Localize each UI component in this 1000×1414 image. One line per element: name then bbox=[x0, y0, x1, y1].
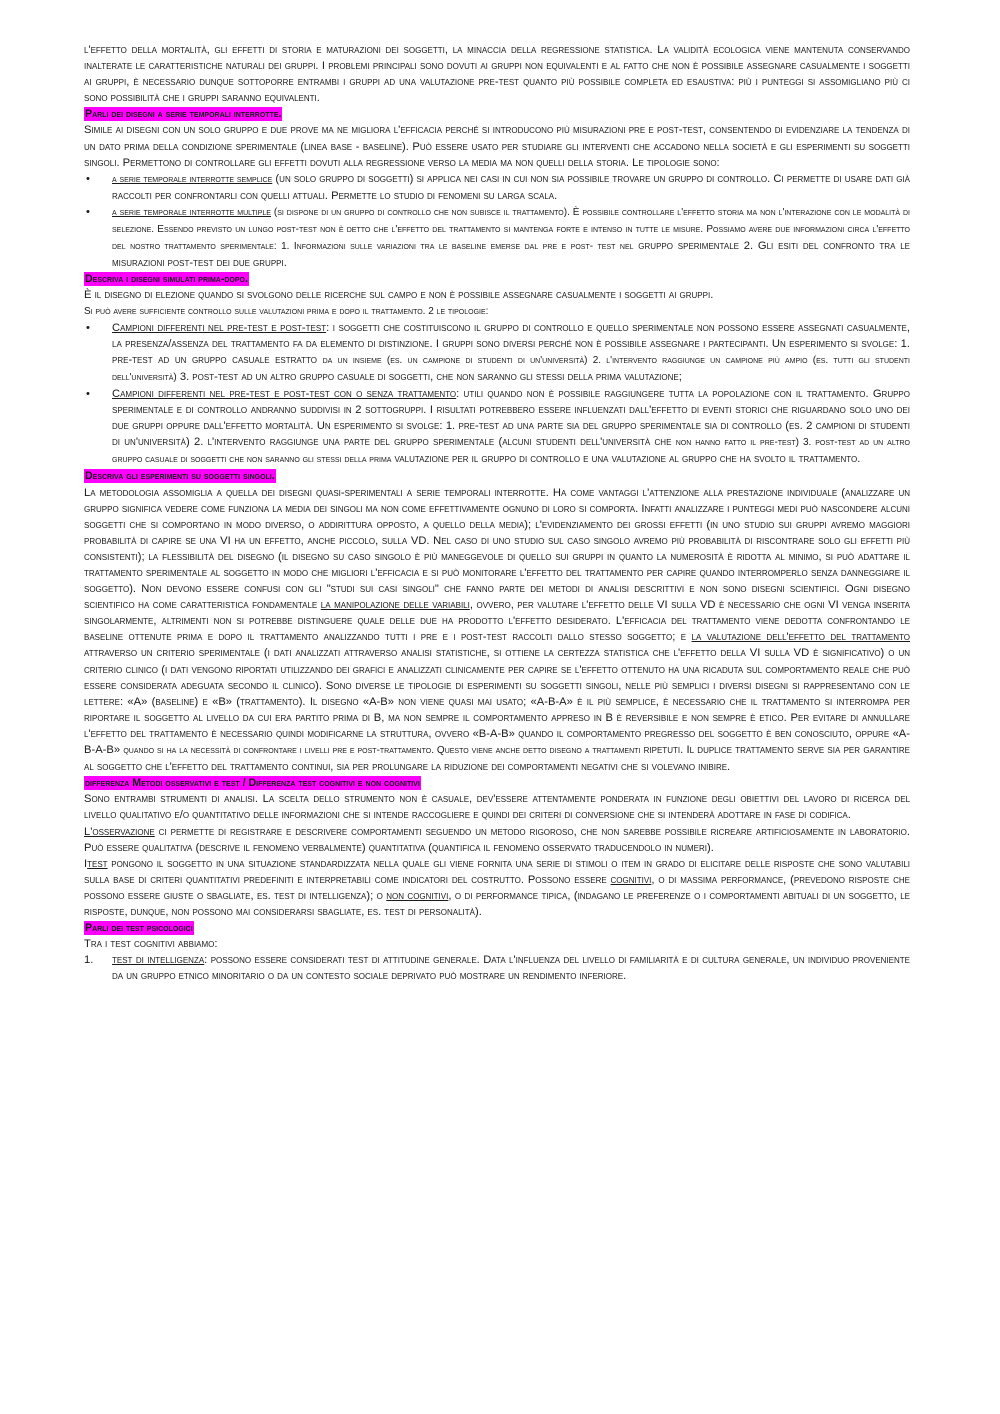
psico-list bbox=[84, 952, 910, 984]
serie-item-multiple-text-b: l'effetto del nostro trattamento sperimentale: 1. Informazioni sulle variazioni tra le baseline emerse dal pre e post- test nel bbox=[112, 224, 910, 253]
singoli-text-c: attraverso un criterio sperimentale (i dati analizzati attraverso analisi statistiche, si ottiene la certezza statistica che l'effetto della VI sulla VD è significativo) o un criterio clinico (i dati vengono riportati utilizzando dei grafici e analizzati clinicamente per capire se l'effetto ottenuto ha una ricaduta sul comportamento reale che può essere considerata adeguata secondo il clinico). Sono diverse le tipologie di esperimenti su soggetti singoli, nelle più semplici i diversi disegni si rappresentano con le lettere: «A» (baseline) e «B» (trattamento). Il disegno «A-B» non viene quasi mai usato; «A-B-A» è il più semplice, è necessario che il trattamento si interrompa per riportare il soggetto al livello da cui era partito prima di B, ma non sempre il comportamento appreso in B è reversibile e non sempre è etico. Per evitare di annullare l'effetto del trattamento è necessario quindi modificarne la struttura, ovvero «B-A-B» quando il comportamento pregresso del soggetto è ben conosciuto, oppure «A-B-A-B» bbox=[84, 647, 910, 757]
psico-item-number: 1. bbox=[84, 954, 94, 967]
osservazione-paragraph bbox=[84, 824, 910, 856]
serie-item-multiple-text-a: (si dispone di un gruppo di controllo che non subisce il trattamento). È possibile controllare l'effetto storia ma non l'interazione con le modalità di selezione. Essendo previsto un lungo post-test non è detto che l'effetto del trattamento si mantenga forte e intenso in tutte le misure. Possiamo avere due informazioni circa bbox=[112, 206, 910, 236]
singoli-term-valutazione: la valutazione dell'effetto del trattamento bbox=[691, 631, 910, 644]
metodi-paragraph: Sono entrambi strumenti di analisi. La scelta dello strumento non è casuale, dev'essere attentamente ponderata in funzione degli obiettivi del lavoro di ricerca del livello qualitativo e/o quantitativo delle informazioni che si intende raccogliere e quindi dei criteri di conversione che si intenderà adottare in fase di codifica. bbox=[84, 793, 910, 822]
heading-metodi-osservativi: differenza Metodi osservativi e test / Differenza test cognitivi e non cognitivi bbox=[85, 777, 420, 790]
simulati-item-1-text-c: 3. post-test ad un altro gruppo casuale di soggetti, che non saranno gli stessi della prima valutazione; bbox=[176, 370, 682, 383]
simulati-paragraph-a: È il disegno di elezione quando si svolgono delle ricerche sul campo e non è possibile assegnare casualmente i soggetti ai gruppi. bbox=[84, 289, 714, 302]
osservazione-text: ci permette di registrare e descrivere comportamenti seguendo un metodo rigoroso, che non sarebbe possibile ricreare artificiosamente in laboratorio. Può essere qualitativa (descrive il fenomeno verbalmente) quantitativa (quantifica il fenomeno osservato traducendolo in numeri). bbox=[84, 825, 910, 854]
singoli-paragraph bbox=[84, 485, 910, 776]
singoli-term-manipolazione: la manipolazione delle variabili bbox=[320, 599, 470, 612]
serie-paragraph: Simile ai disegni con un solo gruppo e due prove ma ne migliora l'efficacia perché si introducono più misurazioni pre e post-test, consentendo di evidenziare la tendenza di un dato prima della condizione sperimentale (linea base - baseline). Può essere usato per studiare gli interventi che accadono nella società e gli esperimenti su soggetti singoli. Permettono di controllare gli effetti dovuti alla regressione verso la media ma non quelli della storia. Le tipologie sono: bbox=[84, 124, 910, 169]
test-initial: I bbox=[84, 857, 88, 870]
singoli-text-d: quando si ha la necessità di confrontare i livelli pre e post-trattamento. Questo viene anche detto disegno a trattamenti bbox=[123, 745, 641, 757]
serie-item-multiple bbox=[84, 204, 910, 271]
psico-item-text: : possono essere considerati test di attitudine generale. Data l'influenza del livello di familiarità e di cultura generale, un individuo proveniente da un gruppo etnico minoritario o da un contesto sociale deprivato può mostrare un rendimento inferiore. bbox=[112, 954, 910, 983]
simulati-list bbox=[84, 320, 910, 469]
singoli-text-e: ripetuti. Il duplice trattamento serve sia per garantire al soggetto che l'effetto del trattamento continui, sia per prolungare la riduzione dei comportamenti negativi che si volevano inibire. bbox=[84, 744, 910, 774]
test-text-b: , o di massima performance, (prevedono risposte che possono essere giuste o sbagliate, es. test di intelligenza); o bbox=[84, 873, 910, 902]
serie-item-semplice bbox=[84, 171, 910, 204]
simulati-item-1-text-b: da un insieme (es. un campione di studenti di un'università) 2. l'intervento raggiunge un campione più ampio (es. tutti gli studenti dell'università) bbox=[112, 354, 910, 383]
psico-item-term: test di intelligenza bbox=[112, 954, 205, 967]
simulati-item-pretest-posttest bbox=[84, 320, 910, 386]
serie-list bbox=[84, 171, 910, 272]
serie-item-multiple-term: a serie temporale interrotte multiple bbox=[112, 206, 271, 218]
simulati-paragraph-b: Si può avere sufficiente controllo sulle valutazioni prima e dopo il trattamento. 2 le tipologie: bbox=[84, 305, 489, 317]
test-term: test bbox=[87, 857, 108, 870]
heading-serie-temporali: Parli dei disegni a serie temporali interrotte. bbox=[85, 108, 282, 121]
serie-item-multiple-text-c: gruppo sperimentale 2. Gli esiti del confronto tra le misurazioni post-test dei due gruppi. bbox=[112, 240, 910, 270]
singoli-text-a: La metodologia assomiglia a quella dei disegni quasi-sperimentali a serie temporali interrotte. Ha come vantaggi l'attenzione alla prestazione individuale (analizzare un gruppo significa vedere come funziona la media dei singoli ma non come effettivamente ognuno di loro si comporta. Infatti analizzare i punteggi medi può nascondere alcuni soggetti che si comportano in modo diverso, o addirittura opposto, a quello della media); l'evidenziamento dei grossi effetti (in uno studio sui gruppi avremo maggiori probabilità di capire se una VI ha un effetto, anche piccolo, sulla VD. Nel caso di uno studio sul caso singolo avremo più probabilità di riscontrare solo gli effetti più consistenti); la flessibilità del disegno (il disegno su caso singolo è più maneggevole di quello sui gruppi in quanto la numerosità è ridotta al minimo, si può adattare il trattamento sperimentale al soggetto in modo che migliori l'efficacia e si può monitorare l'effetto del trattamento per capire quando interromperlo senza danneggiare il soggetto). Non devono essere confusi con gli "studi sui casi singoli" che fanno parte dei metodi di analisi descrittivi e non sono disegni scientifici. Ogni disegno scientifico ha come caratteristica fondamentale bbox=[84, 486, 910, 612]
heading-soggetti-singoli: Descriva gli esperimenti su soggetti singoli. bbox=[85, 470, 275, 483]
simulati-item-1-term: Campioni differenti nel pre-test e post-test bbox=[112, 321, 327, 334]
simulati-item-con-senza-trattamento bbox=[84, 386, 910, 468]
test-text-c: , o di performance tipica, (indagano le preferenze o i comportamenti abituali di un soggetto, le risposte, dunque, non possono mai considerarsi sbagliate, es. test di personalità). bbox=[84, 889, 911, 918]
simulati-item-1-text-a: : i soggetti che costituiscono il gruppo di controllo e quello sperimentale non possono essere assegnati casualmente, la presenza/assenza del trattamento fa da elemento di distinzione. I gruppi sono diversi perché non è possibile assegnare i partecipanti. Un esperimento si svolge: 1. pre-test ad un gruppo casuale estratto bbox=[112, 321, 910, 366]
test-term-non-cognitivi: non cognitivi bbox=[386, 889, 449, 902]
serie-item-semplice-term: a serie temporale interrotte semplice bbox=[112, 173, 273, 185]
psico-paragraph: Tra i test cognitivi abbiamo: bbox=[84, 938, 218, 951]
test-term-cognitivi: cognitivi bbox=[610, 873, 652, 886]
document-page bbox=[84, 42, 910, 984]
simulati-item-2-text-b: non hanno fatto il pre-test) 3. post-test ad un altro gruppo casuale di soggetti che non saranno gli stessi della prima bbox=[112, 437, 910, 466]
simulati-item-2-term: Campioni differenti nel pre-test e post-test con o senza trattamento bbox=[112, 387, 457, 400]
test-text-a: pongono il soggetto in una situazione standardizzata nella quale gli viene fornita una serie di stimoli o item in grado di elicitare delle risposte che sono valutabili sulla base di criteri quantitativi predefiniti e interpretabili come indicatori del costrutto. Possono essere bbox=[84, 857, 910, 886]
osservazione-term: L'osservazione bbox=[84, 825, 155, 838]
test-paragraph bbox=[84, 856, 910, 920]
simulati-item-2-text-c: valutazione per il gruppo di controllo e una valutazione al gruppo che ha svolto il trattamento. bbox=[391, 453, 861, 466]
serie-item-semplice-text: (un solo gruppo di soggetti) si applica nei casi in cui non sia possibile trovare un gruppo di controllo. Ci permette di usare dati già raccolti per confrontarli con quelli attuali. Permette lo studio di fenomeni su larga scala. bbox=[112, 172, 910, 202]
intro-paragraph: l'effetto della mortalità, gli effetti di storia e maturazioni dei soggetti, la minaccia della regressione statistica. La validità ecologica viene mantenuta conservando inalterate le caratteristiche naturali dei gruppi. I problemi principali sono dovuti ai gruppi non equivalenti e al fatto che non è possibile assegnare casualmente i soggetti ai gruppi, è necessario dunque sottoporre entrambi i gruppi ad una valutazione pre-test quanto più possibile completa ed esaustiva: più i punteggi si assomigliano più ci sono possibilità che i gruppi saranno equivalenti. bbox=[84, 44, 910, 105]
singoli-text-b: , ovvero, per valutare l'effetto delle VI sulla VD è necessario che ogni VI venga inserita singolarmente, altrimenti non si potrebbe distinguere quale delle due ha prodotto l'effetto desiderato. L'efficacia del trattamento viene dedotta confrontando le baseline ottenute prima e dopo il trattamento analizzando tutti i pre e i post-test raccolti dallo stesso soggetto; e bbox=[84, 599, 910, 644]
simulati-item-2-text-a: : utili quando non è possibile raggiungere tutta la popolazione con il trattamento. Gruppo sperimentale e di controllo andranno suddivisi in 2 sottogruppi. I risultati potrebbero essere influenzati dall'effetto di eventi storici che riguardano solo uno dei due gruppi oppure dall'effetto mortalità. Un esperimento si svolge: 1. pre-test ad una parte sia del gruppo sperimentale sia di controllo (es. 2 campioni di studenti di un'università) 2. l'intervento raggiunge una parte del gruppo sperimentale (alcuni studenti dell'università che bbox=[112, 387, 910, 449]
heading-disegni-simulati: Descriva i disegni simulati prima-dopo. bbox=[85, 273, 248, 286]
heading-test-psicologici: Parli dei test psicologici bbox=[85, 922, 193, 935]
psico-item-intelligenza bbox=[84, 952, 910, 984]
